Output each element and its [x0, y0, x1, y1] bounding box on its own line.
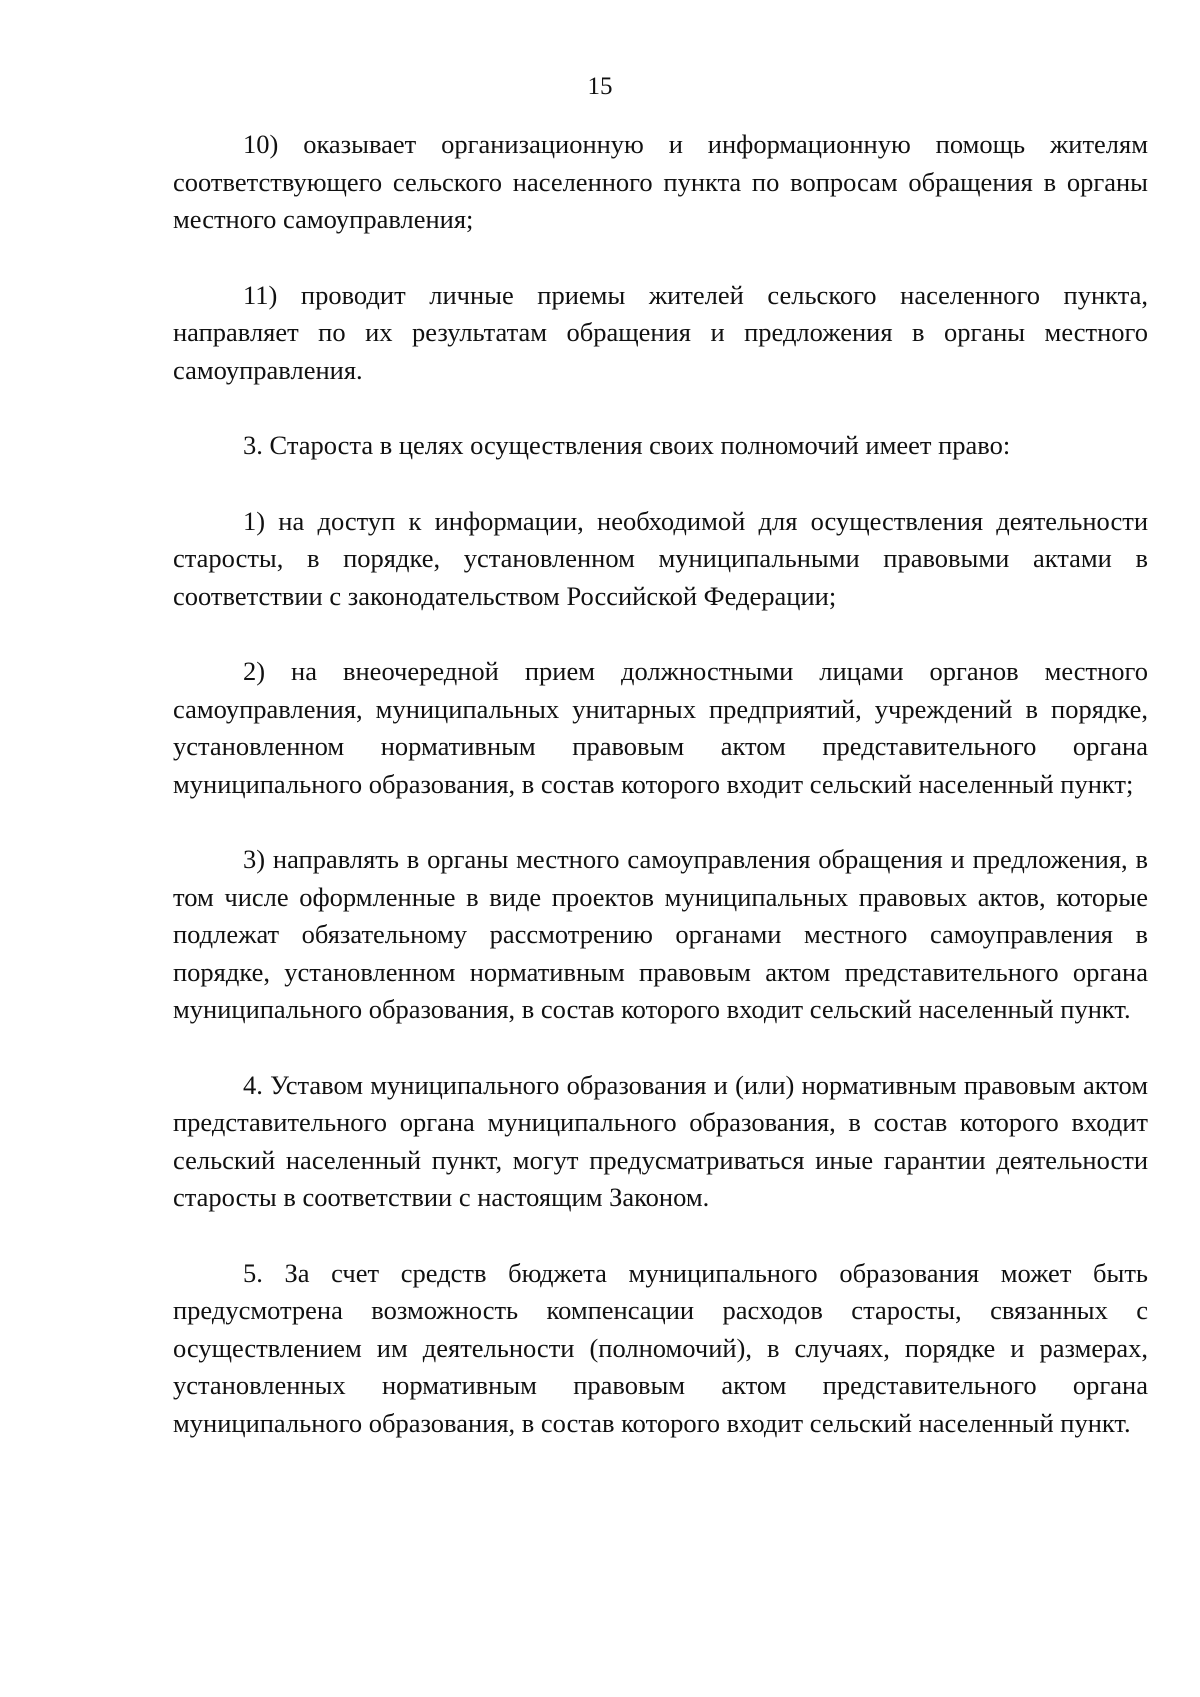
paragraph-right-2: 2) на внеочередной прием должностными лицами органов местного самоуправления, муниципальных унитарных предприятий, учреждений в порядке, установленном нормативным правовым актом представительного органа муниципального образования, в состав которого входит сельский населенный пункт;	[173, 656, 1148, 799]
paragraph-right-3: 3) направлять в органы местного самоуправления обращения и предложения, в том числе оформленные в виде проектов муниципальных правовых актов, которые подлежат обязательному рассмотрению органами местного самоуправления в порядке, установленном нормативным правовым актом представительного органа муниципального образования, в состав которого входит сельский населенный пункт.	[173, 844, 1148, 1024]
document-body	[173, 126, 1148, 1442]
paragraph-item-10: 10) оказывает организационную и информационную помощь жителям соответствующего сельского населенного пункта по вопросам обращения в органы местного самоуправления;	[173, 129, 1148, 234]
page-number: 15	[587, 73, 613, 100]
paragraph-item-11: 11) проводит личные приемы жителей сельского населенного пункта, направляет по их результатам обращения и предложения в органы местного самоуправления.	[173, 279, 1148, 385]
paragraph-section-3: 3. Староста в целях осуществления своих полномочий имеет право:	[243, 430, 1011, 460]
paragraph-section-4: 4. Уставом муниципального образования и (или) нормативным правовым актом представительного органа муниципального образования, в состав которого входит сельский населенный пункт, могут предусматриваться иные гарантии деятельности старосты в соответствии с настоящим Законом.	[173, 1069, 1148, 1212]
paragraph-section-5: 5. За счет средств бюджета муниципального образования может быть предусмотрена возможность компенсации расходов старосты, связанных с осуществлением им деятельности (полномочий), в случаях, порядке и размерах, установленных нормативным правовым актом представительного органа муниципального образования, в состав которого входит сельский населенный пункт.	[173, 1257, 1148, 1438]
paragraph-right-1: 1) на доступ к информации, необходимой для осуществления деятельности старосты, в порядке, установленном муниципальными правовыми актами в соответствии с законодательством Российской Федерации;	[173, 505, 1148, 611]
